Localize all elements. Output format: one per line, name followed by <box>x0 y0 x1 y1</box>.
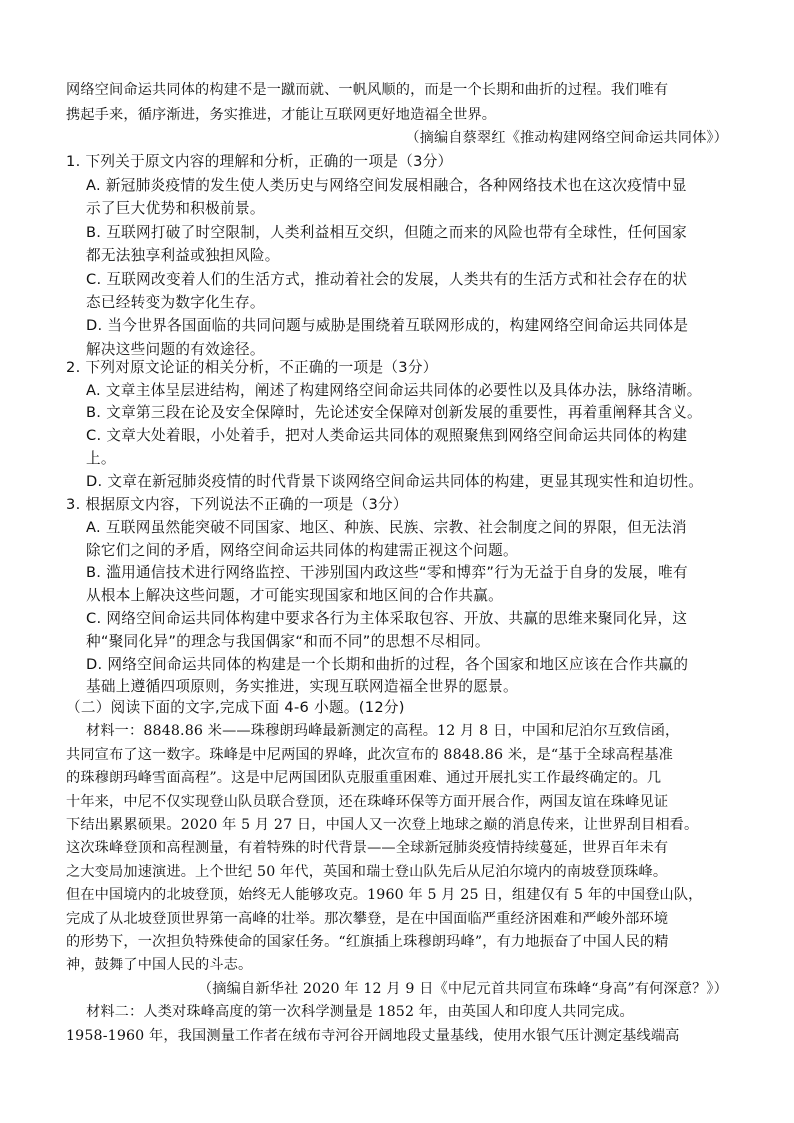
q1-option-c-line-2: 态已经转变为数字化生存。 <box>86 294 265 311</box>
section-2-heading: （二）阅读下面的文字,完成下面 4-6 小题。(12分) <box>66 699 405 716</box>
q1-option-c-line-1: C. 互联网改变着人们的生活方式，推动着社会的发展，人类共有的生活方式和社会存在的状 <box>86 271 688 288</box>
q3-option-b-line-1: B. 滥用通信技术进行网络监控、干涉别国内政这些“零和博弈”行为无益于自身的发展，唯有 <box>86 564 688 581</box>
q1-option-a-line-2: 示了巨大优势和积极前景。 <box>86 200 265 217</box>
material-1-line-9: 完成了从北坡登顶世界第一高峰的壮举。那次攀登，是在中国面临严重经济困难和严峻外部环境 <box>66 911 669 927</box>
q3-option-b-line-2: 从根本上解决这些问题，才可能实现国家和地区间的合作共赢。 <box>86 587 504 604</box>
q1-option-b-line-2: 都无法独享利益或独担风险。 <box>86 247 280 264</box>
question-3-stem: 3. 根据原文内容，下列说法不正确的一项是（3分） <box>66 496 408 513</box>
q1-option-a-line-1: A. 新冠肺炎疫情的发生使人类历史与网络空间发展相融合，各种网络技术也在这次疫情中显 <box>86 177 687 194</box>
q2-option-b-line-1: B. 文章第三段在论及安全保障时，先论述安全保障对创新发展的重要性，再着重阐释其含义。 <box>86 404 702 421</box>
material-1-line-1: 材料一：8848.86 米——珠穆朗玛峰最新测定的高程。12 月 8 日，中国和尼泊尔互致信函， <box>86 723 680 739</box>
material-1-line-2: 共同宣布了这一数字。珠峰是中尼两国的界峰，此次宣布的 8848.86 米，是“基于全球高程基准 <box>66 747 673 763</box>
q1-option-b-line-1: B. 互联网打破了时空限制，人类利益相互交织，但随之而来的风险也带有全球性，任何国家 <box>86 224 688 241</box>
passage-end-line-1: 网络空间命运共同体的构建不是一蹴而就、一帆风顺的，而是一个长期和曲折的过程。我们唯有 <box>66 82 669 98</box>
q1-option-d-line-1: D. 当今世界各国面临的共同问题与威胁是围绕着互联网形成的，构建网络空间命运共同体是 <box>86 317 689 334</box>
material-1-line-5: 下结出累累硕果。2020 年 5 月 27 日，中国人又一次登上地球之巅的消息传来，让世界刮目相看。 <box>66 817 699 833</box>
material-1-line-7: 之大变局加速演进。上个世纪 50 年代，英国和瑞士登山队先后从尼泊尔境内的南坡登顶珠峰。 <box>66 864 668 880</box>
q2-option-d-line-1: D. 文章在新冠肺炎疫情的时代背景下谈网络空间命运共同体的构建，更显其现实性和迫切性。 <box>86 473 704 490</box>
material-2-line-1: 材料二：人类对珠峰高度的第一次科学测量是 1852 年，由英国人和印度人共同完成。 <box>86 1004 634 1020</box>
material-1-line-10: 的形势下，一次担负特殊使命的国家任务。“红旗插上珠穆朗玛峰”，有力地振奋了中国人民的精 <box>66 934 669 950</box>
material-1-line-6: 这次珠峰登顶和高程测量，有着特殊的时代背景——全球新冠肺炎疫情持续蔓延，世界百年未有 <box>66 840 669 856</box>
question-2-stem: 2. 下列对原文论证的相关分析，不正确的一项是（3分） <box>66 359 438 376</box>
q2-option-c-line-2: 上。 <box>86 450 116 467</box>
q3-option-d-line-1: D. 网络空间命运共同体的构建是一个长期和曲折的过程，各个国家和地区应该在合作共赢的 <box>86 656 689 673</box>
material-1-line-8: 但在中国境内的北坡登顶，始终无人能够攻克。1960 年 5 月 25 日，组建仅有 5 年的中国登山队， <box>66 887 703 903</box>
material-2-line-2: 1958-1960 年，我国测量工作者在绒布寺河谷开阔地段丈量基线，使用水银气压计测定基线端高 <box>66 1028 680 1044</box>
passage-end-line-2: 携起手来，循序渐进，务实推进，才能让互联网更好地造福全世界。 <box>66 107 497 123</box>
material-1-line-4: 十年来，中尼不仅实现登山队员联合登顶，还在珠峰环保等方面开展合作，两国友谊在珠峰见证 <box>66 794 669 810</box>
q3-option-c-line-1: C. 网络空间命运共同体构建中要求各行为主体采取包容、开放、共赢的思维来聚同化异，这 <box>86 610 688 627</box>
material-1-line-11: 神，鼓舞了中国人民的斗志。 <box>66 957 253 973</box>
q3-option-c-line-2: 种“聚同化异”的理念与我国偶家“和而不同”的思想不尽相同。 <box>86 633 490 650</box>
passage-source: （摘编自蔡翠红《推动构建网络空间命运共同体》） <box>405 130 728 146</box>
material-1-source: （摘编自新华社 2020 年 12 月 9 日《中尼元首共同宣布珠峰“身高”有何深意？》） <box>197 981 728 997</box>
q3-option-a-line-1: A. 互联网虽然能突破不同国家、地区、种族、民族、宗教、社会制度之间的界限，但无法消 <box>86 519 687 536</box>
q3-option-d-line-2: 基础上遵循四项原则，务实推进，实现互联网造福全世界的愿景。 <box>86 678 518 695</box>
material-1-line-3: 的珠穆朗玛峰雪面高程”。这是中尼两国团队克服重重困难、通过开展扎实工作最终确定的。几 <box>66 770 662 786</box>
q2-option-a-line-1: A. 文章主体呈层进结构，阐述了构建网络空间命运共同体的必要性以及具体办法，脉络清晰。 <box>86 382 702 399</box>
q2-option-c-line-1: C. 文章大处着眼，小处着手，把对人类命运共同体的观照聚焦到网络空间命运共同体的构建 <box>86 427 688 444</box>
q3-option-a-line-2: 除它们之间的矛盾，网络空间命运共同体的构建需正视这个问题。 <box>86 542 518 559</box>
question-1-stem: 1. 下列关于原文内容的理解和分析，正确的一项是（3分） <box>66 153 453 170</box>
q1-option-d-line-2: 解决这些问题的有效途径。 <box>86 341 265 358</box>
